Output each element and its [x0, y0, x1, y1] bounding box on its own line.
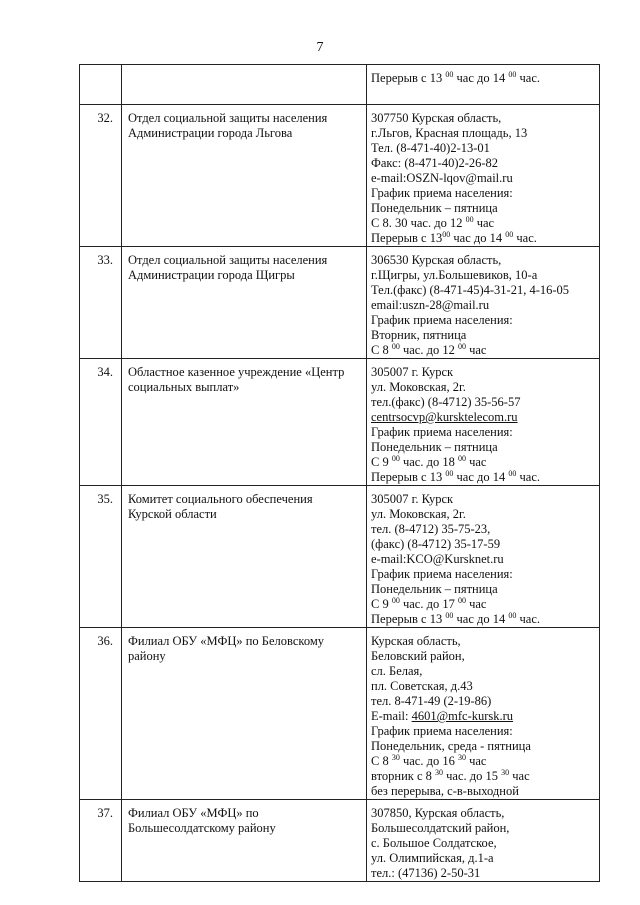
contact-info-line: [371, 679, 597, 694]
contact-text: час.: [516, 71, 540, 85]
row-number-cell: [80, 800, 122, 882]
contact-info-line: [371, 410, 597, 425]
time-minutes-superscript: 00: [445, 468, 454, 478]
time-minutes-superscript: 00: [505, 229, 514, 239]
contact-text: График приема населения:: [371, 186, 513, 200]
contact-text: Понедельник, среда - пятница: [371, 739, 531, 753]
row-number: 32.: [97, 111, 113, 125]
contact-info-line: [371, 724, 597, 739]
contact-text: час до 14: [453, 71, 509, 85]
contact-text: С 8: [371, 754, 392, 768]
contact-text: 307850, Курская область,: [371, 806, 505, 820]
time-minutes-superscript: 00: [508, 69, 517, 79]
contact-text: 305007 г. Курск: [371, 492, 454, 506]
page-number: 7: [316, 40, 324, 55]
contact-info-line: [371, 522, 597, 537]
contact-text: (факс) (8-4712) 35-17-59: [371, 537, 501, 551]
organization-cell: [122, 65, 367, 105]
row-number: 33.: [97, 253, 113, 267]
contact-text: час. до 15: [443, 769, 502, 783]
contact-text: Перерыв с 13: [371, 612, 446, 626]
row-number-cell: [80, 105, 122, 247]
organization-name-line: Филиал ОБУ «МФЦ» по Беловскому: [128, 634, 324, 648]
time-minutes-superscript: 00: [391, 453, 400, 463]
row-number: 37.: [97, 806, 113, 820]
contact-text: 305007 г. Курск: [371, 365, 454, 379]
contact-info-line: [371, 231, 597, 246]
organizations-table: [79, 64, 600, 882]
contact-text: час: [465, 597, 487, 611]
time-minutes-superscript: 00: [442, 229, 451, 239]
time-minutes-superscript: 30: [501, 767, 510, 777]
row-number: [80, 65, 121, 71]
email-link[interactable]: centrsocvp@kursktelecom.ru: [371, 410, 518, 424]
contact-info-line: [371, 425, 597, 440]
contact-text: Понедельник – пятница: [371, 201, 498, 215]
contact-info-line: [371, 582, 597, 597]
contact-info-line: [371, 395, 597, 410]
contact-text: тел.(факс) (8-4712) 35-56-57: [371, 395, 521, 409]
contact-info-line: [371, 343, 597, 358]
contact-text: Факс: (8-471-40)2-26-82: [371, 156, 499, 170]
contact-text: без перерыва, с-в-выходной: [371, 784, 519, 798]
contact-info-line: [371, 507, 597, 522]
contact-info-line: [371, 328, 597, 343]
time-minutes-superscript: 00: [391, 341, 400, 351]
contact-text: час. до 12: [399, 343, 458, 357]
organization-cell: [122, 800, 367, 882]
contact-info-line: [371, 253, 597, 268]
contact-text: С 9: [371, 597, 392, 611]
contact-info-line: [371, 694, 597, 709]
contact-info-line: [371, 440, 597, 455]
contact-text: Перерыв с 13: [371, 231, 443, 245]
contact-info-line: [371, 141, 597, 156]
contact-info-line: [371, 866, 597, 881]
contact-info-line: [371, 298, 597, 313]
contact-text: График приема населения:: [371, 567, 513, 581]
contact-text: 307750 Курская область,: [371, 111, 502, 125]
contact-text: тел. 8-471-49 (2-19-86): [371, 694, 492, 708]
row-number-cell: [80, 247, 122, 359]
time-minutes-superscript: 30: [435, 767, 444, 777]
organization-name-line: Областное казенное учреждение «Центр: [128, 365, 345, 379]
email-link[interactable]: 4601@mfc-kursk.ru: [411, 709, 514, 723]
contact-text: с. Большое Солдатское,: [371, 836, 497, 850]
contact-info-line: [371, 537, 597, 552]
contact-text: Курская область,: [371, 634, 461, 648]
contact-info-line: [371, 649, 597, 664]
contact-info-line: [371, 769, 597, 784]
organization-name-line: Отдел социальной защиты населения: [128, 253, 328, 267]
contact-text: Понедельник – пятница: [371, 582, 498, 596]
time-minutes-superscript: 00: [457, 341, 466, 351]
contact-text: час: [509, 769, 530, 783]
contact-text: График приема населения:: [371, 313, 513, 327]
contact-text: Тел. (8-471-40)2-13-01: [371, 141, 490, 155]
contact-info-line: [371, 71, 597, 86]
organization-name-line: Администрации города Щигры: [128, 268, 295, 282]
contact-text: Тел.(факс) (8-471-45)4-31-21, 4-16-05: [371, 283, 570, 297]
contact-text: пл. Советская, д.43: [371, 679, 473, 693]
contact-info-line: [371, 634, 597, 649]
table-row: [80, 65, 600, 105]
contact-text: e-mail:OSZN-lqov@mail.ru: [371, 171, 513, 185]
contact-text: час до 14: [450, 231, 506, 245]
organization-cell: [122, 486, 367, 628]
contact-info-line: [371, 216, 597, 231]
contact-info-line: [371, 612, 597, 627]
row-number-cell: [80, 359, 122, 486]
contact-text: Понедельник – пятница: [371, 440, 498, 454]
table-row: [80, 105, 600, 247]
contact-text: ул. Моковская, 2г.: [371, 380, 466, 394]
contact-text: email:uszn-28@mail.ru: [371, 298, 490, 312]
contact-text: тел.: (47136) 2-50-31: [371, 866, 481, 880]
contact-info-cell: [367, 247, 600, 359]
contact-text: час: [473, 216, 495, 230]
contact-info-line: [371, 754, 597, 769]
contact-text: г.Льгов, Красная площадь, 13: [371, 126, 528, 140]
contact-text: час.: [516, 612, 540, 626]
contact-text: тел. (8-4712) 35-75-23,: [371, 522, 491, 536]
organization-name-line: Комитет социального обеспечения: [128, 492, 313, 506]
organization-name-line: Отдел социальной защиты населения: [128, 111, 328, 125]
contact-info-line: [371, 171, 597, 186]
contact-text: Вторник, пятница: [371, 328, 467, 342]
organization-name-line: Большесолдатскому району: [128, 821, 276, 835]
contact-text: С 8: [371, 343, 392, 357]
organization-cell: [122, 628, 367, 800]
contact-text: Большесолдатский район,: [371, 821, 510, 835]
contact-info-line: [371, 268, 597, 283]
contact-text: час. до 18: [399, 455, 458, 469]
contact-text: ул. Моковская, 2г.: [371, 507, 466, 521]
time-minutes-superscript: 00: [465, 214, 474, 224]
contact-text: сл. Белая,: [371, 664, 423, 678]
time-minutes-superscript: 00: [508, 610, 517, 620]
row-number: 36.: [97, 634, 113, 648]
contact-info-line: [371, 806, 597, 821]
contact-info-cell: [367, 359, 600, 486]
contact-info-line: [371, 380, 597, 395]
table-row: [80, 800, 600, 882]
table-row: [80, 359, 600, 486]
contact-text: e-mail:KCO@Kursknet.ru: [371, 552, 504, 566]
contact-info-line: [371, 851, 597, 866]
time-minutes-superscript: 00: [457, 595, 466, 605]
time-minutes-superscript: 30: [391, 752, 400, 762]
row-number: 35.: [97, 492, 113, 506]
contact-text: ул. Олимпийская, д.1-а: [371, 851, 494, 865]
contact-info-cell: [367, 628, 600, 800]
contact-text: г.Щигры, ул.Большевиков, 10-а: [371, 268, 538, 282]
contact-text: час. до 17: [399, 597, 458, 611]
organization-name-line: Курской области: [128, 507, 217, 521]
contact-info-line: [371, 784, 597, 799]
contact-info-cell: [367, 800, 600, 882]
table-row: [80, 486, 600, 628]
time-minutes-superscript: 00: [445, 610, 454, 620]
contact-text: вторник с 8: [371, 769, 436, 783]
contact-text: 306530 Курская область,: [371, 253, 502, 267]
time-minutes-superscript: 00: [445, 69, 454, 79]
organization-name-line: Филиал ОБУ «МФЦ» по: [128, 806, 259, 820]
organization-cell: [122, 105, 367, 247]
contact-text: час.: [513, 231, 537, 245]
contact-info-cell: [367, 486, 600, 628]
contact-info-line: [371, 552, 597, 567]
contact-info-cell: [367, 65, 600, 105]
contact-info-line: [371, 313, 597, 328]
contact-info-line: [371, 201, 597, 216]
contact-text: час до 14: [453, 612, 509, 626]
time-minutes-superscript: 00: [457, 453, 466, 463]
contact-info-line: [371, 492, 597, 507]
contact-info-line: [371, 186, 597, 201]
contact-text: С 8. 30 час. до 12: [371, 216, 466, 230]
table-row: [80, 628, 600, 800]
contact-text: Беловский район,: [371, 649, 465, 663]
contact-text: График приема населения:: [371, 724, 513, 738]
contact-text: час до 14: [453, 470, 509, 484]
contact-info-line: [371, 739, 597, 754]
contact-info-line: [371, 470, 597, 485]
contact-text: График приема населения:: [371, 425, 513, 439]
contact-info-line: [371, 597, 597, 612]
contact-info-line: [371, 365, 597, 380]
contact-text: час: [465, 343, 487, 357]
contact-text: E-mail:: [371, 709, 412, 723]
row-number: 34.: [97, 365, 113, 379]
contact-info-line: [371, 836, 597, 851]
contact-text: Перерыв с 13: [371, 470, 446, 484]
row-number-cell: [80, 628, 122, 800]
time-minutes-superscript: 00: [391, 595, 400, 605]
contact-info-line: [371, 567, 597, 582]
organization-cell: [122, 359, 367, 486]
contact-text: час: [465, 455, 487, 469]
row-number-cell: [80, 65, 122, 105]
organization-name-line: социальных выплат»: [128, 380, 240, 394]
contact-info-line: [371, 156, 597, 171]
contact-text: час.: [516, 470, 540, 484]
organization-cell: [122, 247, 367, 359]
time-minutes-superscript: 30: [457, 752, 466, 762]
contact-info-line: [371, 455, 597, 470]
time-minutes-superscript: 00: [508, 468, 517, 478]
contact-text: С 9: [371, 455, 392, 469]
contact-text: Перерыв с 13: [371, 71, 446, 85]
contact-info-cell: [367, 105, 600, 247]
table-row: [80, 247, 600, 359]
table-body: [80, 65, 600, 882]
contact-text: час: [465, 754, 487, 768]
contact-info-line: [371, 709, 597, 724]
contact-info-line: [371, 821, 597, 836]
contact-info-line: [371, 283, 597, 298]
contact-info-line: [371, 126, 597, 141]
contact-text: час. до 16: [399, 754, 458, 768]
organization-name-line: району: [128, 649, 166, 663]
organization-name-line: Администрации города Льгова: [128, 126, 293, 140]
contact-info-line: [371, 664, 597, 679]
row-number-cell: [80, 486, 122, 628]
contact-info-line: [371, 111, 597, 126]
